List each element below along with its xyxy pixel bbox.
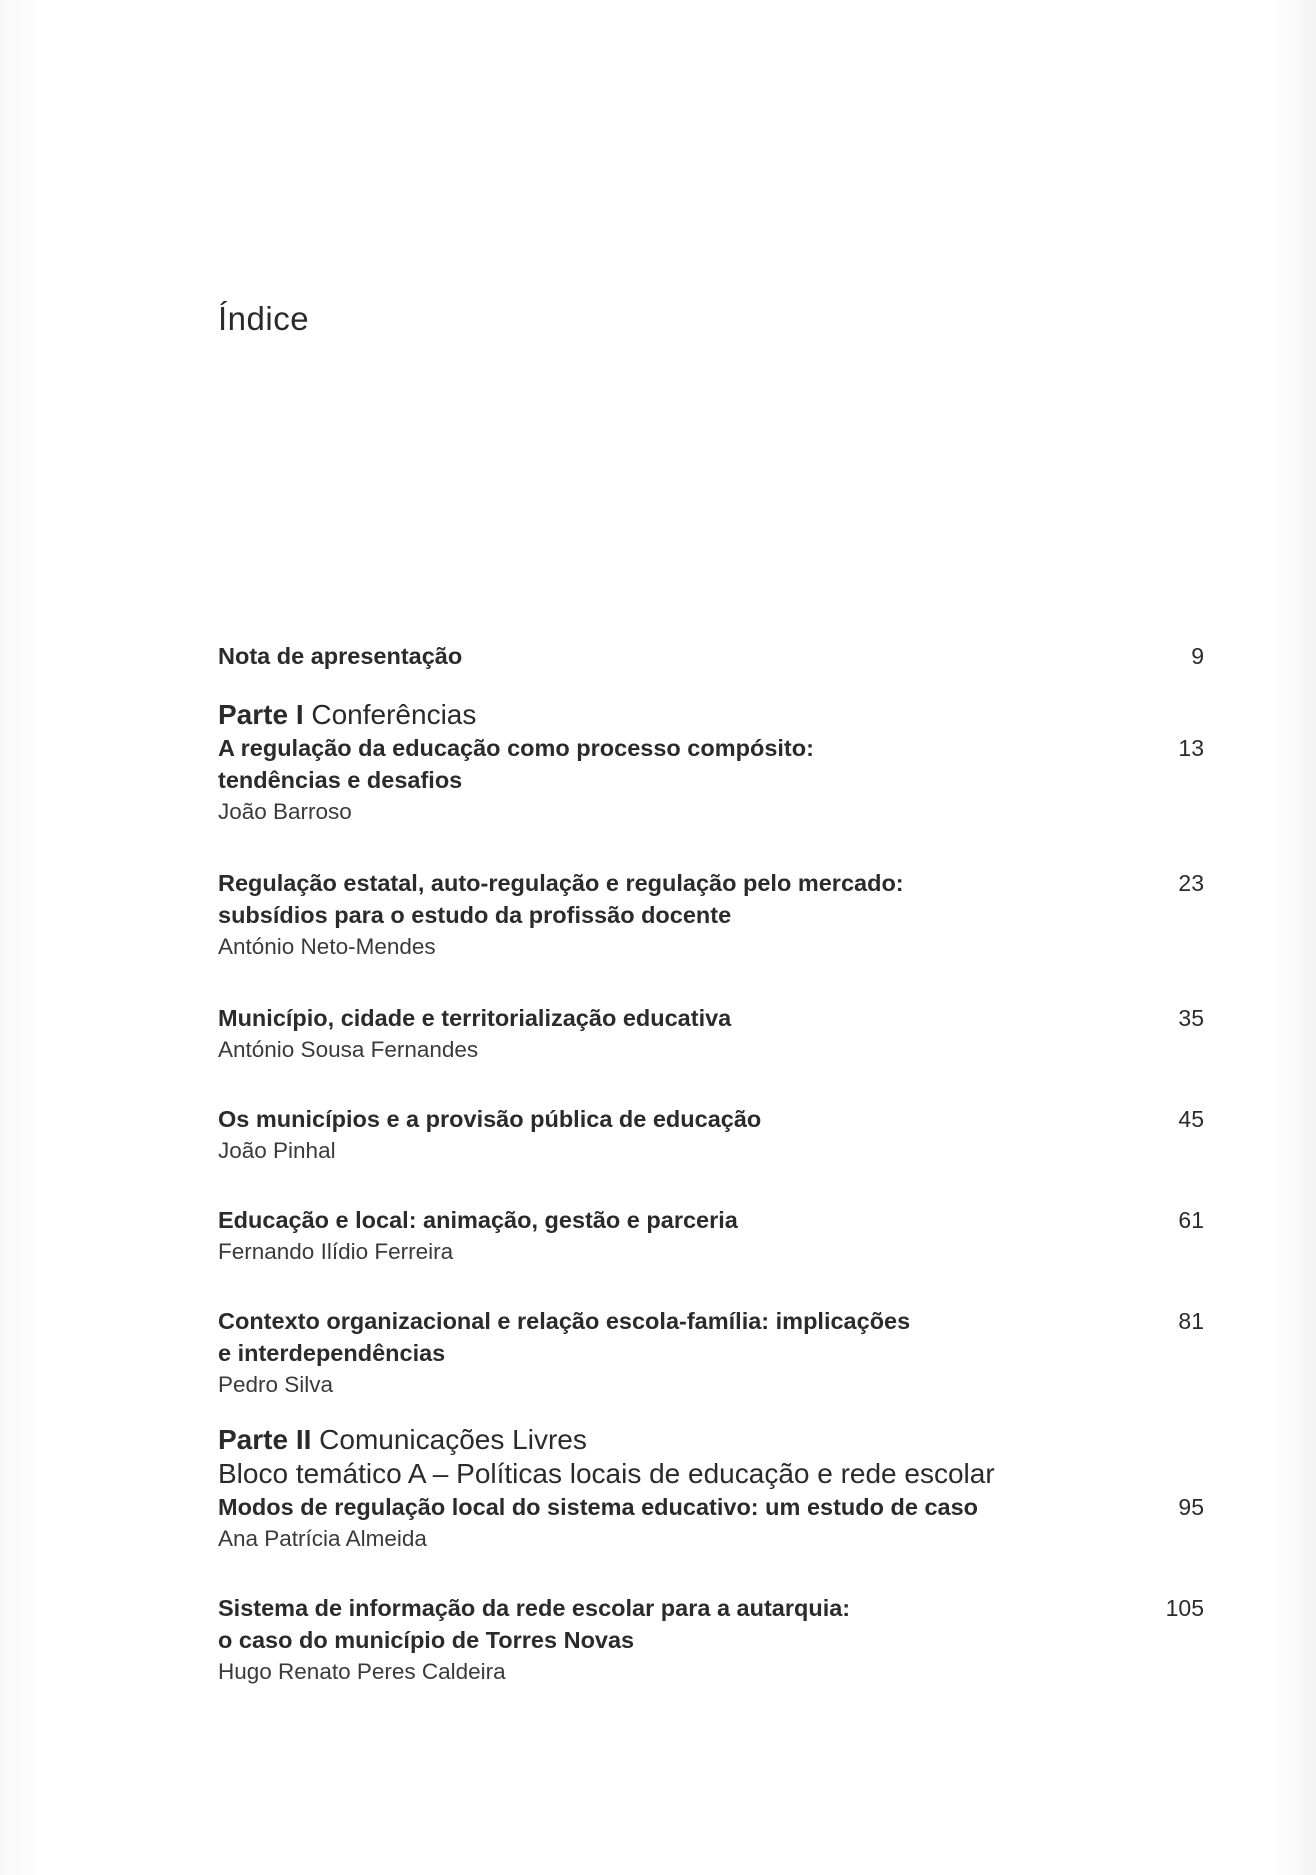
toc-entry-page: 9 — [1191, 643, 1204, 669]
toc-entry-page: 35 — [1178, 1005, 1204, 1031]
toc-entry-author: Hugo Renato Peres Caldeira — [218, 1659, 506, 1684]
toc-entry-author: Fernando Ilídio Ferreira — [218, 1239, 454, 1264]
page-title: Índice — [218, 300, 310, 337]
toc-entry-title: Sistema de informação da rede escolar para a autarquia: o caso do município de Torres Novas — [218, 1595, 851, 1653]
toc-entry-page: 23 — [1178, 870, 1204, 896]
part-heading-2 — [218, 1423, 1204, 1457]
toc-entry — [218, 1002, 1204, 1066]
toc-entry-author: João Pinhal — [218, 1138, 336, 1163]
bloco-heading: Bloco temático A – Políticas locais de educação e rede escolar — [218, 1458, 995, 1489]
toc-entry-title: Nota de apresentação — [218, 643, 463, 669]
toc-entry-author: António Sousa Fernandes — [218, 1037, 479, 1062]
toc-entry-author: Pedro Silva — [218, 1372, 334, 1397]
toc-entry-page: 61 — [1178, 1207, 1204, 1233]
toc-entry-page: 45 — [1178, 1106, 1204, 1132]
part-name: Conferências — [311, 699, 477, 730]
toc-entry-page: 13 — [1178, 735, 1204, 761]
part-heading-1 — [218, 698, 1204, 732]
toc-entry — [218, 1592, 1204, 1688]
toc-entry-title: Modos de regulação local do sistema educativo: um estudo de caso — [218, 1494, 979, 1520]
toc-entry — [218, 1103, 1204, 1167]
toc-entry-nota — [218, 640, 1204, 672]
part-label: Parte I — [218, 699, 304, 730]
toc-entry — [218, 732, 1204, 828]
part-name: Comunicações Livres — [319, 1424, 587, 1455]
toc-entry — [218, 1305, 1204, 1401]
toc-entry-title: Regulação estatal, auto-regulação e regulação pelo mercado: subsídios para o estudo da profissão docente — [218, 870, 904, 928]
toc-entry-author: João Barroso — [218, 799, 352, 824]
toc-entry-page: 81 — [1178, 1308, 1204, 1334]
part-label: Parte II — [218, 1424, 312, 1455]
toc-entry — [218, 1204, 1204, 1268]
toc-entry-page: 95 — [1178, 1494, 1204, 1520]
toc-entry-title: A regulação da educação como processo compósito: tendências e desafios — [218, 735, 814, 793]
toc-entry-author: Ana Patrícia Almeida — [218, 1526, 427, 1551]
toc-entry-page: 105 — [1165, 1595, 1204, 1621]
toc-entry — [218, 867, 1204, 963]
toc-entry-title: Educação e local: animação, gestão e parceria — [218, 1207, 738, 1233]
toc-entry-author: António Neto-Mendes — [218, 934, 436, 959]
table-of-contents — [218, 640, 1204, 1688]
toc-entry-title: Os municípios e a provisão pública de educação — [218, 1106, 762, 1132]
toc-entry — [218, 1491, 1204, 1555]
toc-entry-title: Município, cidade e territorialização educativa — [218, 1005, 732, 1031]
toc-entry-title: Contexto organizacional e relação escola-família: implicações e interdependências — [218, 1308, 911, 1366]
